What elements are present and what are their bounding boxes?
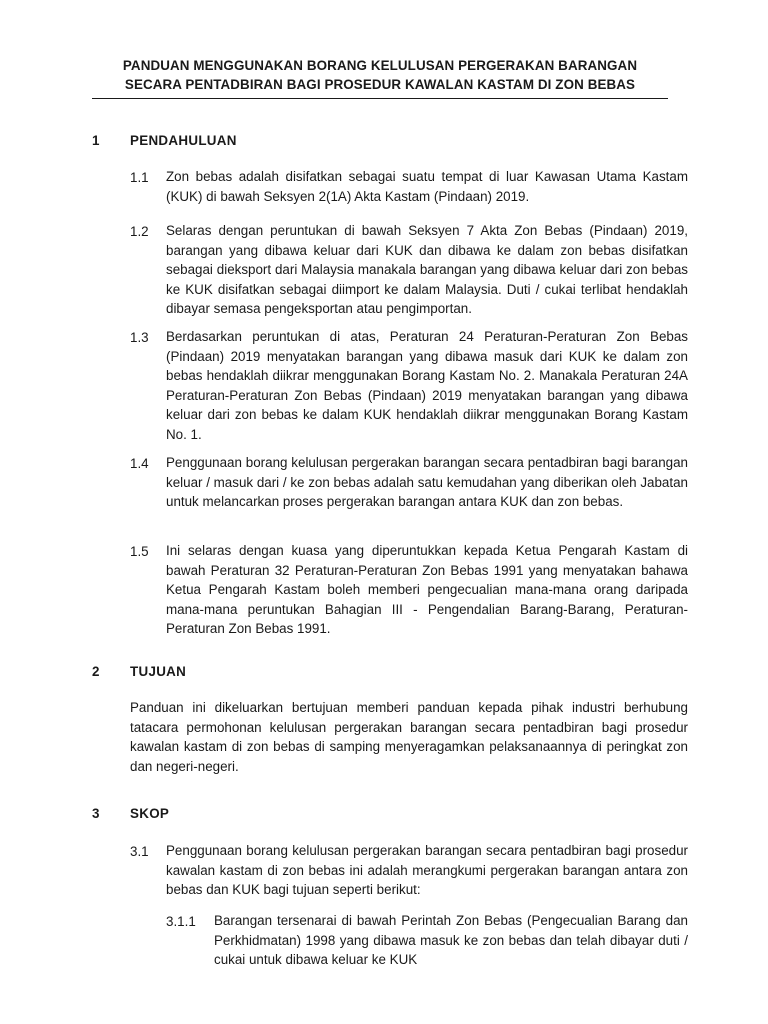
title-line-2: SECARA PENTADBIRAN BAGI PROSEDUR KAWALAN KASTAM DI ZON BEBAS (124, 77, 636, 92)
item-3-1-1-number: 3.1.1 (166, 914, 196, 929)
item-1-2-text: Selaras dengan peruntukan di bawah Seksyen 7 Akta Zon Bebas (Pindaan) 2019, barangan yang dibawa keluar dari KUK dan dibawa ke dalam zon bebas disifatkan sebagai dieksport dari Malaysia manakala barangan yang dibawa keluar dari zon bebas ke KUK disifatkan sebagai diimport ke dalam Malaysia. Duti / cukai terlibat hendaklah dibayar semasa pengeksportan atau pengimportan. (166, 223, 688, 317)
item-1-4-number: 1.4 (130, 456, 149, 471)
section-1-title: PENDAHULUAN (130, 133, 237, 148)
section-2-number: 2 (92, 664, 100, 679)
title-line-1: PANDUAN MENGGUNAKAN BORANG KELULUSAN PERGERAKAN BARANGAN (122, 58, 638, 73)
item-1-4-text: Penggunaan borang kelulusan pergerakan barangan secara pentadbiran bagi barangan keluar / masuk dari / ke zon bebas adalah satu kemudahan yang diberikan oleh Jabatan untuk melancarkan proses pergerakan barangan antara KUK dan zon bebas. (166, 455, 688, 510)
item-3-1-number: 3.1 (130, 844, 149, 859)
document-title (92, 56, 668, 94)
item-1-1-text: Zon bebas adalah disifatkan sebagai suatu tempat di luar Kawasan Utama Kastam (KUK) di bawah Seksyen 2(1A) Akta Kastam (Pindaan) 2019. (166, 169, 688, 204)
item-1-5-text: Ini selaras dengan kuasa yang diperuntukkan kepada Ketua Pengarah Kastam di bawah Peraturan 32 Peraturan-Peraturan Zon Bebas 1991 yang menyatakan bahawa Ketua Pengarah Kastam boleh memberi pengecualian mana-mana orang daripada mana-mana peruntukan Bahagian III - Pengendalian Barang-Barang, Peraturan-Peraturan Zon Bebas 1991. (166, 543, 688, 637)
section-1-number: 1 (92, 133, 100, 148)
section-2-title: TUJUAN (130, 664, 187, 679)
section-3-title: SKOP (130, 806, 170, 821)
section-2-body: Panduan ini dikeluarkan bertujuan memberi panduan kepada pihak industri berhubung tatacara permohonan kelulusan pergerakan barangan secara pentadbiran bagi prosedur kawalan kastam di zon bebas di samping menyeragamkan pelaksanaannya di peringkat zon dan negeri-negeri. (130, 700, 688, 774)
item-1-3-number: 1.3 (130, 330, 149, 345)
section-3-number: 3 (92, 806, 100, 821)
item-3-1-text: Penggunaan borang kelulusan pergerakan barangan secara pentadbiran bagi prosedur kawalan kastam di zon bebas ini adalah merangkumi pergerakan barangan antara zon bebas dan KUK bagi tujuan seperti berikut: (166, 843, 688, 898)
item-1-1-number: 1.1 (130, 170, 149, 185)
item-1-2-number: 1.2 (130, 224, 149, 239)
title-underline (92, 98, 668, 99)
item-1-3-text: Berdasarkan peruntukan di atas, Peraturan 24 Peraturan-Peraturan Zon Bebas (Pindaan) 2019 menyatakan barangan yang dibawa masuk dari KUK ke dalam zon bebas hendaklah diikrar menggunakan Borang Kastam No. 2. Manakala Peraturan 24A Peraturan-Peraturan Zon Bebas (Pindaan) 2019 menyatakan barangan yang dibawa keluar dari zon bebas ke dalam KUK hendaklah diikrar menggunakan Borang Kastam No. 1. (166, 329, 688, 442)
item-3-1-1-text: Barangan tersenarai di bawah Perintah Zon Bebas (Pengecualian Barang dan Perkhidmatan) 1998 yang dibawa masuk ke zon bebas dan telah dibayar duti / cukai untuk dibawa keluar ke KUK (214, 913, 688, 968)
item-1-5-number: 1.5 (130, 544, 149, 559)
